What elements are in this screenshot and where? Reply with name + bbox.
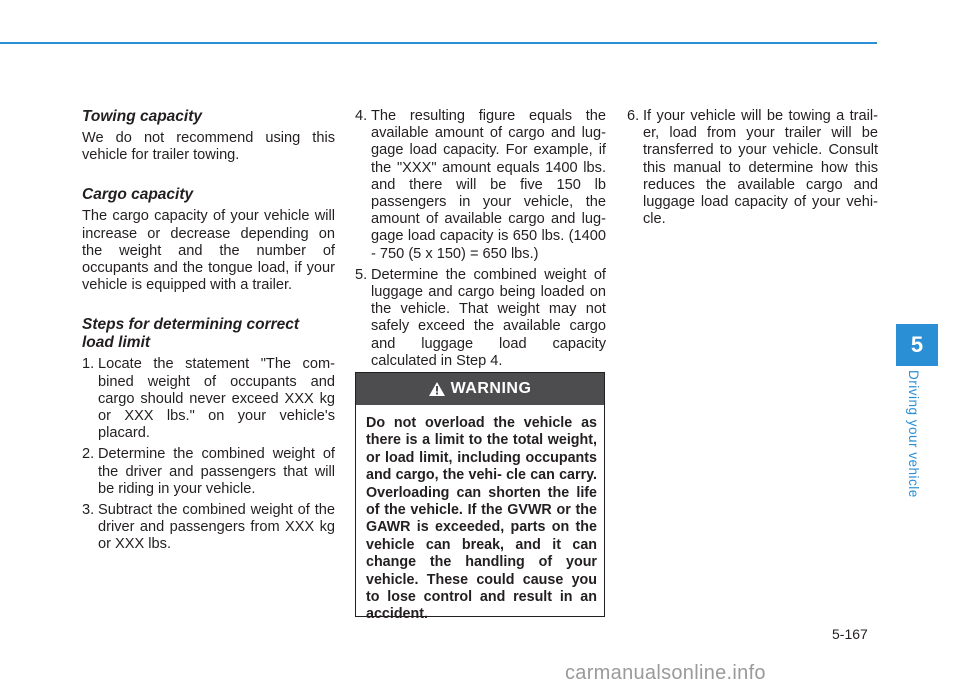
cargo-capacity-text: The cargo capacity of your vehicle will increase or decrease depending on the weight and the number of occupants and the tongue load, if your vehicle is equipped with a trailer. (82, 208, 335, 294)
column-right (627, 108, 878, 232)
step-number: 1. (82, 356, 95, 373)
list-item (82, 446, 335, 498)
cargo-capacity-heading: Cargo capacity (82, 186, 194, 204)
steps-list (82, 356, 335, 553)
load-limit-steps-section (82, 316, 335, 553)
towing-capacity-heading: Towing capacity (82, 108, 203, 125)
cargo-capacity-section (82, 186, 335, 294)
list-item (355, 108, 606, 263)
step-number: 4. (355, 108, 368, 124)
list-item (82, 356, 335, 442)
warning-triangle-icon (429, 382, 445, 396)
chapter-number-tab: 5 (896, 324, 938, 366)
step-text: If your vehicle will be towing a trail- er, load from your trailer will be transferred to your vehicle. Consult this manual to determine how this reduces the available cargo and luggage load capacity of your vehi- cle. (643, 108, 878, 228)
list-item (627, 108, 878, 228)
list-item (82, 502, 335, 554)
page-number: 5-167 (832, 626, 868, 642)
watermark: carmanualsonline.info (565, 662, 766, 684)
header-rule (0, 42, 877, 44)
warning-header (356, 373, 604, 405)
warning-title: WARNING (450, 380, 532, 397)
chapter-title (906, 370, 926, 500)
step-text: Subtract the combined weight of the driver and passengers from XXX kg or XXX lbs. (98, 502, 335, 553)
step-number: 6. (627, 108, 640, 124)
list-item (355, 267, 606, 370)
step-text: The resulting figure equals the available amount of cargo and lug- gage load capacity. For example, if the "XXX" amount equals 1400 lbs. and there will be five 150 lb passengers in your vehicle, the amount of available cargo and lug- gage load capacity is 650 lbs. (1400 - 750 (5 x 150) = 650 lbs.) (371, 108, 606, 262)
step-text: Determine the combined weight of luggage and cargo being loaded on the vehicle. That weight may not safely exceed the available cargo and luggage load capacity calculated in Step 4. (371, 266, 606, 369)
chapter-title-text: Driving your vehicle (906, 370, 921, 498)
step-text: Locate the statement "The com- bined weight of occupants and cargo should never exceed XXX kg or XXX lbs." on your vehicle's placard. (98, 356, 335, 442)
step-number: 5. (355, 266, 368, 283)
towing-capacity-text: We do not recommend using this vehicle for trailer towing. (82, 130, 335, 164)
towing-capacity-section (82, 108, 335, 164)
warning-box (355, 372, 605, 623)
step-number: 3. (82, 502, 95, 519)
step-text: Determine the combined weight of the driver and passengers that will be riding in your vehicle. (98, 446, 335, 497)
column-left (82, 108, 335, 576)
steps-list-continued (355, 108, 606, 370)
column-middle (355, 108, 606, 374)
steps-list-final (627, 108, 878, 228)
warning-text: Do not overload the vehicle as there is a limit to the total weight, or load limit, including occupants and cargo, the vehi- cle can carry. Overloading can shorten the life of the vehicle. If the GVWR or the GAWR is exceeded, parts on the vehicle can break, and it can change the handling of your vehicle. These could cause you to lose control and result in an accident. (366, 415, 597, 623)
load-limit-steps-heading: Steps for determining correct load limit (82, 316, 300, 352)
step-number: 2. (82, 446, 95, 463)
